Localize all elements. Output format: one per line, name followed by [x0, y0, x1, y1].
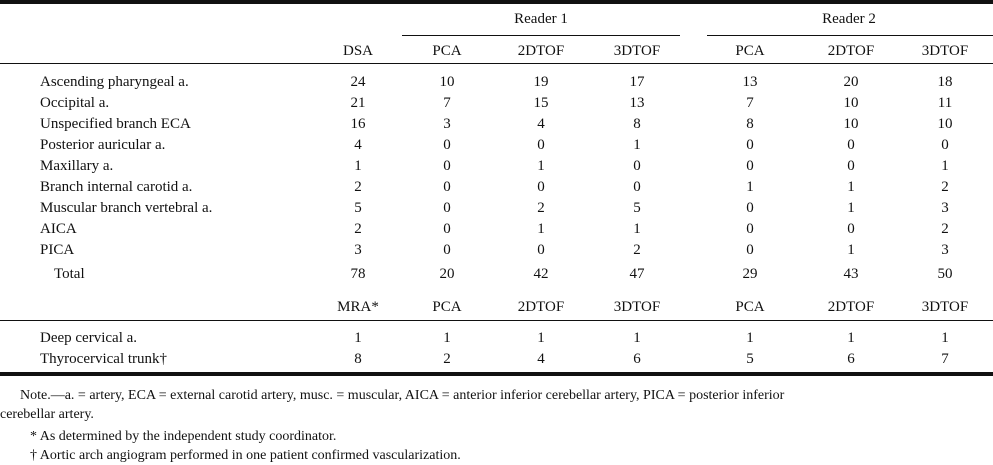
col-header2-r2-2dtof: 2DTOF: [827, 299, 875, 315]
cell-r1-3dtof: 8: [633, 116, 641, 132]
cell-r2-2dtof: 0: [847, 137, 855, 153]
cell-dsa: 2: [354, 179, 362, 195]
row-label: Thyrocervical trunk†: [40, 351, 168, 367]
cell-dsa: 3: [354, 242, 362, 258]
cell-r1-2dtof: 0: [537, 179, 545, 195]
cell-r1-3dtof: 0: [633, 179, 641, 195]
cell-dsa: 21: [350, 95, 366, 111]
cell-r1-3dtof: 6: [633, 351, 641, 367]
header-rule-1: [0, 63, 993, 64]
row-label: AICA: [40, 221, 77, 237]
cell-r2-pca: 29: [742, 266, 758, 282]
cell-r2-3dtof: 7: [941, 351, 949, 367]
cell-r2-2dtof: 20: [843, 74, 859, 90]
cell-r1-3dtof: 13: [629, 95, 645, 111]
cell-r2-2dtof: 1: [847, 242, 855, 258]
note-abbreviations-cont: cerebellar artery.: [0, 407, 94, 422]
cell-r1-2dtof: 0: [537, 242, 545, 258]
cell-r2-pca: 8: [746, 116, 754, 132]
row-label: Branch internal carotid a.: [40, 179, 193, 195]
cell-r1-pca: 0: [443, 158, 451, 174]
col-header-r2-2dtof: 2DTOF: [827, 43, 875, 59]
cell-r2-2dtof: 1: [847, 330, 855, 346]
cell-r1-2dtof: 15: [533, 95, 549, 111]
cell-r2-pca: 1: [746, 330, 754, 346]
row-label: Ascending pharyngeal a.: [40, 74, 189, 90]
cell-dsa: 1: [354, 330, 362, 346]
reader-2-span-rule: [707, 35, 993, 36]
row-label: Posterior auricular a.: [40, 137, 166, 153]
row-label: Occipital a.: [40, 95, 110, 111]
cell-r2-2dtof: 43: [843, 266, 859, 282]
cell-r1-pca: 0: [443, 221, 451, 237]
cell-r2-2dtof: 0: [847, 221, 855, 237]
cell-r2-2dtof: 1: [847, 179, 855, 195]
cell-r2-3dtof: 2: [941, 221, 949, 237]
row-label: Deep cervical a.: [40, 330, 138, 346]
col-header-r1-pca: PCA: [432, 43, 462, 59]
cell-dsa: 1: [354, 158, 362, 174]
cell-r2-3dtof: 50: [937, 266, 953, 282]
cell-r1-3dtof: 1: [633, 330, 641, 346]
cell-dsa: 4: [354, 137, 362, 153]
cell-dsa: 16: [350, 116, 366, 132]
cell-r1-3dtof: 1: [633, 137, 641, 153]
col-header2-r1-3dtof: 3DTOF: [613, 299, 661, 315]
cell-r1-2dtof: 2: [537, 200, 545, 216]
row-label: Maxillary a.: [40, 158, 114, 174]
cell-r2-pca: 0: [746, 242, 754, 258]
cell-r1-2dtof: 4: [537, 351, 545, 367]
cell-r2-3dtof: 1: [941, 158, 949, 174]
note-abbreviations: Note.—a. = artery, ECA = external carotid artery, musc. = muscular, AICA = anterior inferior cerebellar artery, PICA = posterior inferior: [20, 388, 785, 403]
cell-r2-3dtof: 18: [937, 74, 953, 90]
col-header-r2-pca: PCA: [735, 43, 765, 59]
cell-r2-2dtof: 10: [843, 116, 859, 132]
cell-r1-pca: 7: [443, 95, 451, 111]
cell-r1-2dtof: 19: [533, 74, 549, 90]
cell-r2-2dtof: 1: [847, 200, 855, 216]
col-header2-r2-pca: PCA: [735, 299, 765, 315]
note-aortic-arch: † Aortic arch angiogram performed in one patient confirmed vascularization.: [30, 448, 461, 463]
cell-dsa: 5: [354, 200, 362, 216]
col-header-dsa: DSA: [342, 43, 374, 59]
cell-r1-pca: 2: [443, 351, 451, 367]
top-rule: [0, 0, 993, 4]
cell-r2-pca: 0: [746, 200, 754, 216]
col-header2-r1-pca: PCA: [432, 299, 462, 315]
cell-r2-3dtof: 3: [941, 200, 949, 216]
note-study-coordinator: * As determined by the independent study coordinator.: [30, 429, 337, 444]
group-header-reader-2: Reader 2: [822, 11, 876, 27]
cell-r1-2dtof: 42: [533, 266, 549, 282]
cell-r2-3dtof: 0: [941, 137, 949, 153]
cell-r1-pca: 0: [443, 200, 451, 216]
header-rule-2: [0, 320, 993, 321]
cell-r1-2dtof: 1: [537, 221, 545, 237]
col-header2-r2-3dtof: 3DTOF: [921, 299, 969, 315]
row-label: Total: [54, 266, 85, 282]
reader-1-span-rule: [402, 35, 680, 36]
cell-r1-3dtof: 5: [633, 200, 641, 216]
cell-r1-pca: 3: [443, 116, 451, 132]
cell-r1-pca: 20: [439, 266, 455, 282]
cell-r2-pca: 13: [742, 74, 758, 90]
col-header-r2-3dtof: 3DTOF: [921, 43, 969, 59]
cell-dsa: 8: [354, 351, 362, 367]
row-label: PICA: [40, 242, 75, 258]
col-header-r1-3dtof: 3DTOF: [613, 43, 661, 59]
col-header-mra: MRA*: [337, 299, 379, 315]
cell-r2-pca: 5: [746, 351, 754, 367]
cell-r2-pca: 1: [746, 179, 754, 195]
cell-r2-3dtof: 11: [937, 95, 953, 111]
cell-r1-3dtof: 17: [629, 74, 645, 90]
row-label: Unspecified branch ECA: [40, 116, 191, 132]
cell-r1-pca: 0: [443, 242, 451, 258]
cell-r1-2dtof: 4: [537, 116, 545, 132]
cell-r1-2dtof: 0: [537, 137, 545, 153]
cell-r1-2dtof: 1: [537, 330, 545, 346]
cell-r1-pca: 0: [443, 179, 451, 195]
cell-r1-3dtof: 47: [629, 266, 645, 282]
cell-r2-3dtof: 2: [941, 179, 949, 195]
cell-dsa: 78: [350, 266, 366, 282]
cell-r2-3dtof: 3: [941, 242, 949, 258]
cell-r1-pca: 0: [443, 137, 451, 153]
cell-r2-2dtof: 10: [843, 95, 859, 111]
cell-r1-3dtof: 0: [633, 158, 641, 174]
cell-r1-3dtof: 1: [633, 221, 641, 237]
row-label: Muscular branch vertebral a.: [40, 200, 213, 216]
cell-r2-3dtof: 10: [937, 116, 953, 132]
col-header2-r1-2dtof: 2DTOF: [517, 299, 565, 315]
cell-r2-2dtof: 6: [847, 351, 855, 367]
cell-r2-pca: 0: [746, 158, 754, 174]
cell-r1-pca: 1: [443, 330, 451, 346]
cell-r1-3dtof: 2: [633, 242, 641, 258]
cell-r1-2dtof: 1: [537, 158, 545, 174]
cell-r2-3dtof: 1: [941, 330, 949, 346]
cell-r2-2dtof: 0: [847, 158, 855, 174]
cell-dsa: 24: [350, 74, 366, 90]
group-header-reader-1: Reader 1: [514, 11, 568, 27]
cell-r1-pca: 10: [439, 74, 455, 90]
cell-r2-pca: 7: [746, 95, 754, 111]
cell-dsa: 2: [354, 221, 362, 237]
cell-r2-pca: 0: [746, 137, 754, 153]
col-header-r1-2dtof: 2DTOF: [517, 43, 565, 59]
cell-r2-pca: 0: [746, 221, 754, 237]
bottom-rule: [0, 372, 993, 376]
